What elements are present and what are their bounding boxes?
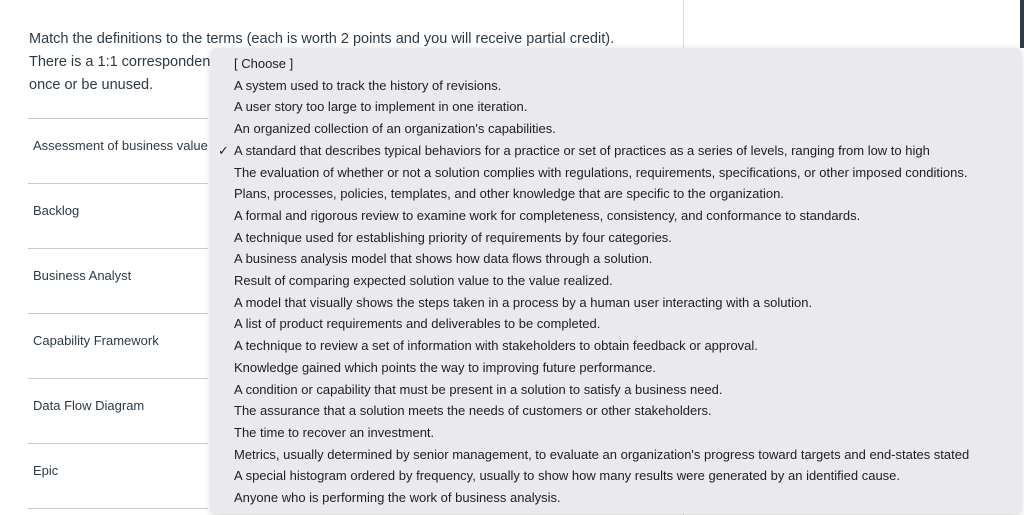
dropdown-option-label: The assurance that a solution meets the needs of customers or other stakeholders.: [234, 403, 712, 419]
definition-dropdown-menu[interactable]: [211, 48, 1021, 514]
dropdown-option[interactable]: [211, 400, 1021, 422]
dropdown-option[interactable]: [211, 487, 1021, 509]
dropdown-option-label: Metrics, usually determined by senior management, to evaluate an organization's progress toward targets and end-states stated: [234, 446, 970, 462]
dropdown-option[interactable]: [211, 357, 1021, 379]
dropdown-option[interactable]: [211, 162, 1021, 184]
term-label: Data Flow Diagram: [33, 398, 145, 413]
dropdown-option-label: A technique to review a set of information with stakeholders to obtain feedback or approval.: [234, 338, 758, 354]
term-row: [28, 248, 208, 313]
dropdown-option-label: A technique used for establishing priority of requirements by four categories.: [234, 229, 672, 245]
dropdown-option-label: A model that visually shows the steps taken in a process by a human user interacting with a solution.: [234, 294, 813, 310]
checkmark-icon: ✓: [218, 142, 229, 158]
dropdown-option[interactable]: [211, 444, 1021, 466]
dropdown-option-label: An organized collection of an organization's capabilities.: [234, 121, 556, 137]
term-row: [28, 118, 208, 183]
term-label: Business Analyst: [33, 268, 132, 283]
dropdown-option-label: A business analysis model that shows how data flows through a solution.: [234, 251, 653, 267]
instructions-line-2: There is a 1:1 corresponden: [29, 54, 211, 70]
dropdown-option[interactable]: [211, 205, 1021, 227]
scroll-edge-indicator: [1020, 0, 1024, 48]
dropdown-option[interactable]: [211, 227, 1021, 249]
term-label: Assessment of business value: [33, 138, 208, 153]
dropdown-option-label: A user story too large to implement in one iteration.: [234, 99, 528, 115]
dropdown-option[interactable]: [211, 313, 1021, 335]
dropdown-option-label: The time to recover an investment.: [234, 424, 435, 440]
term-row: [28, 378, 208, 443]
dropdown-option-label: A system used to track the history of revisions.: [234, 77, 502, 93]
term-label: Epic: [33, 463, 59, 478]
dropdown-option-choose[interactable]: [211, 53, 1021, 75]
term-row-divider: [28, 508, 208, 510]
term-label: Backlog: [33, 203, 80, 218]
dropdown-option[interactable]: [211, 335, 1021, 357]
instructions-line-3: once or be unused.: [29, 77, 154, 93]
dropdown-option-label: [ Choose ]: [234, 56, 294, 71]
dropdown-option-label: A formal and rigorous review to examine work for completeness, consistency, and conformance to standards.: [234, 207, 861, 223]
term-row: [28, 443, 208, 508]
dropdown-option-label: Plans, processes, policies, templates, and other knowledge that are specific to the organization.: [234, 186, 784, 202]
dropdown-option-label: Result of comparing expected solution value to the value realized.: [234, 273, 613, 288]
dropdown-option[interactable]: [211, 465, 1021, 487]
term-label: Capability Framework: [33, 333, 159, 348]
dropdown-option-label: A list of product requirements and deliverables to be completed.: [234, 316, 601, 332]
dropdown-option[interactable]: [211, 140, 1021, 162]
term-row: [28, 313, 208, 378]
dropdown-option[interactable]: [211, 183, 1021, 205]
dropdown-option[interactable]: [211, 270, 1021, 292]
dropdown-option-label: Knowledge gained which points the way to improving future performance.: [234, 359, 657, 375]
dropdown-option-label: A condition or capability that must be present in a solution to satisfy a business need.: [234, 381, 723, 397]
dropdown-option-label: A standard that describes typical behaviors for a practice or set of practices as a series of levels, ranging from low to high: [234, 142, 930, 158]
instructions-line-1: Match the definitions to the terms (each is worth 2 points and you will receive partial credit).: [29, 31, 615, 47]
dropdown-option[interactable]: [211, 118, 1021, 140]
dropdown-option[interactable]: [211, 96, 1021, 118]
dropdown-option[interactable]: [211, 379, 1021, 401]
dropdown-option-label: Anyone who is performing the work of business analysis.: [234, 490, 561, 505]
dropdown-option[interactable]: [211, 292, 1021, 314]
dropdown-option-label: The evaluation of whether or not a solution complies with regulations, requirements, specifications, or other imposed conditions.: [234, 164, 968, 180]
term-row: [28, 183, 208, 248]
dropdown-option[interactable]: [211, 75, 1021, 97]
dropdown-option-label: A special histogram ordered by frequency, usually to show how many results were generated by an identified cause.: [234, 468, 901, 484]
dropdown-option[interactable]: [211, 248, 1021, 270]
dropdown-option[interactable]: [211, 422, 1021, 444]
